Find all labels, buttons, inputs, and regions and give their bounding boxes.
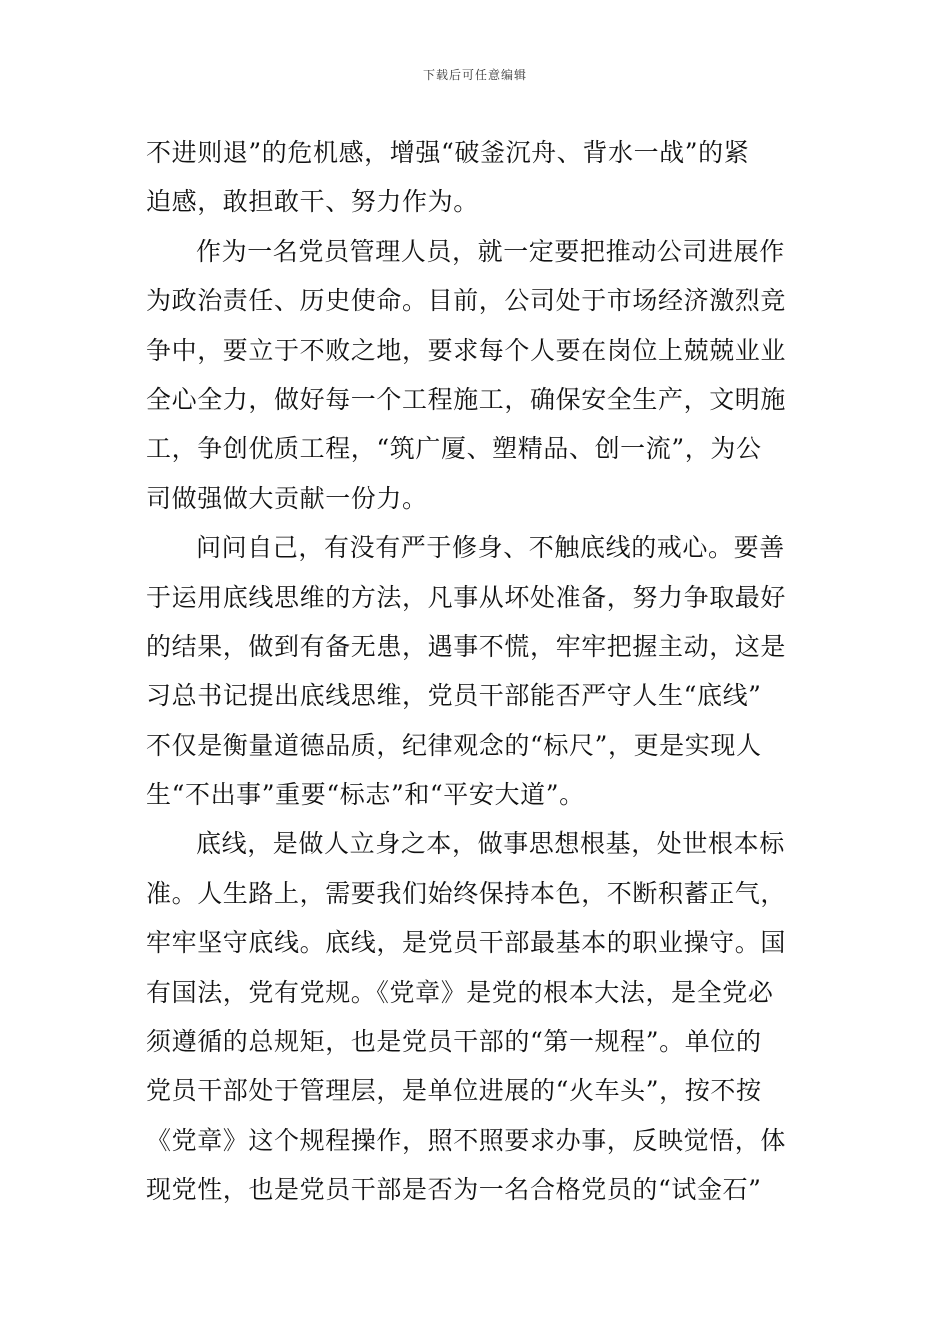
- text-line: 问问自己，有没有严于修身、不触底线的戒心。要善: [196, 533, 785, 563]
- text-line: 的结果，做到有备无患，遇事不慌，牢牢把握主动，这是: [146, 631, 787, 661]
- text-line: 于运用底线思维的方法，凡事从坏处准备，努力争取最好: [146, 582, 787, 612]
- page-header: 下载后可任意编辑: [422, 68, 527, 82]
- text-line: 生“不出事”重要“标志”和“平安大道”。: [146, 780, 585, 810]
- text-line: 党员干部处于管理层，是单位进展的“火车头”，按不按: [146, 1076, 762, 1106]
- text-line: 有国法，党有党规。《党章》是党的根本大法，是全党必: [146, 977, 774, 1007]
- text-line: 不进则退”的危机感，增强“破釜沉舟、背水一战”的紧: [146, 138, 750, 167]
- text-line: 司做强做大贡献一份力。: [146, 483, 428, 513]
- text-line: 作为一名党员管理人员，就一定要把推动公司进展作: [196, 236, 785, 266]
- text-line: 牢牢坚守底线。底线，是党员干部最基本的职业操守。国: [146, 928, 787, 958]
- text-line: 《党章》这个规程操作，照不照要求办事，反映觉悟，体: [146, 1125, 787, 1155]
- text-line: 习总书记提出底线思维，党员干部能否严守人生“底线”: [146, 681, 762, 711]
- text-line: 争中，要立于不败之地，要求每个人要在岗位上兢兢业业: [146, 335, 787, 365]
- text-line: 准。人生路上，需要我们始终保持本色，不断积蓄正气，: [146, 878, 787, 908]
- text-line: 不仅是衡量道德品质，纪律观念的“标尺”，更是实现人: [146, 730, 762, 760]
- text-line: 全心全力，做好每一个工程施工，确保安全生产，文明施: [146, 384, 787, 414]
- text-line: 工，争创优质工程，“筑广厦、塑精品、创一流”，为公: [146, 434, 762, 464]
- text-line: 为政治责任、历史使命。目前，公司处于市场经济激烈竞: [146, 286, 787, 316]
- text-line: 现党性，也是党员干部是否为一名合格党员的“试金石”: [146, 1175, 762, 1205]
- text-line: 须遵循的总规矩，也是党员干部的“第一规程”。单位的: [146, 1027, 762, 1057]
- document-body: [146, 128, 806, 1215]
- text-line: 迫感，敢担敢干、努力作为。: [146, 187, 479, 217]
- text-line: 底线，是做人立身之本，做事思想根基，处世根本标: [196, 829, 785, 859]
